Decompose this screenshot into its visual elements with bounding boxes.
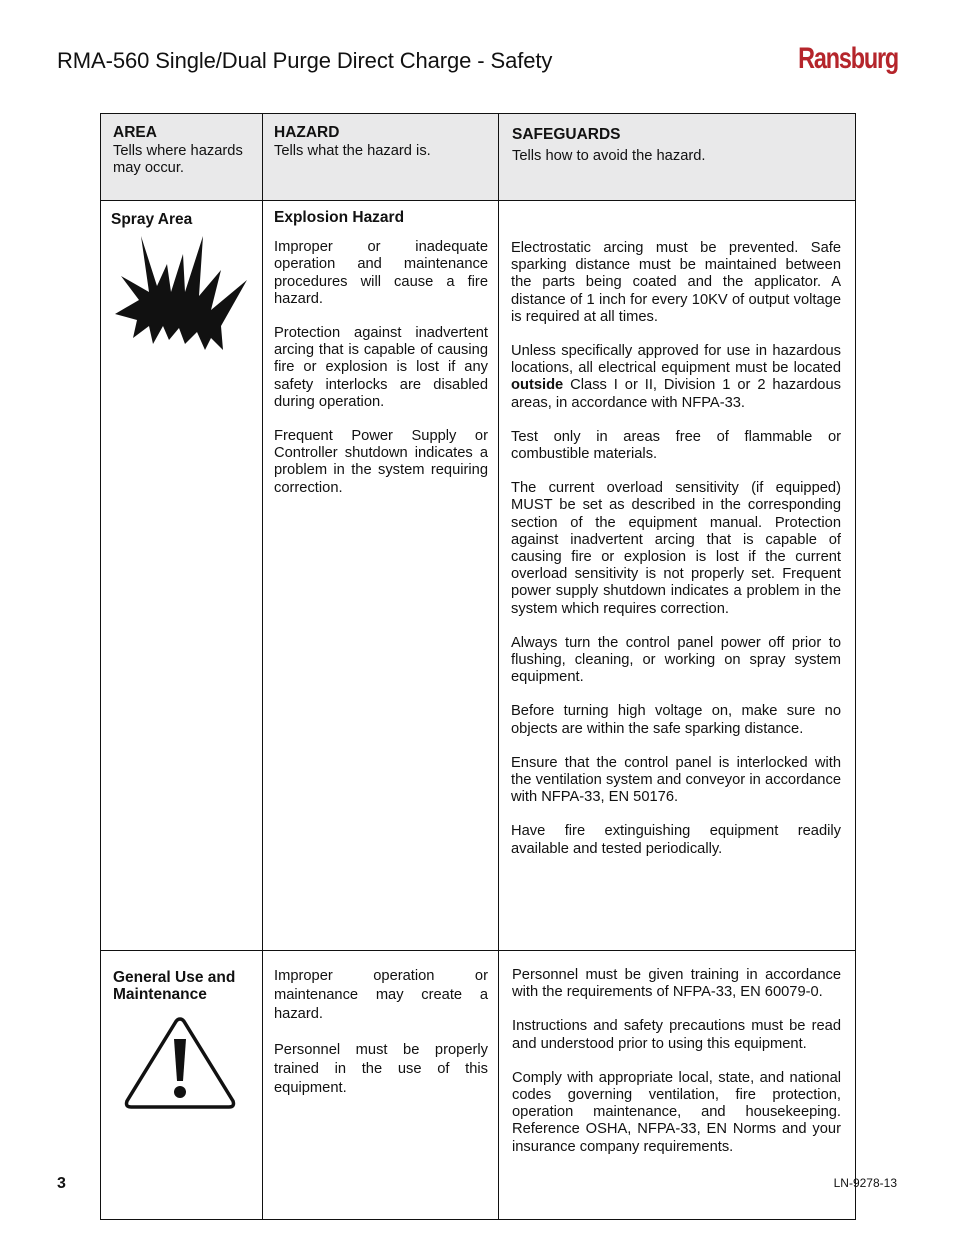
area-cell — [101, 951, 263, 1220]
header-area — [101, 114, 263, 201]
area-name: General Use and Maintenance — [113, 969, 236, 1004]
area-name: Spray Area — [111, 211, 193, 228]
header-title: HAZARD — [274, 124, 340, 141]
safeguard-text: Instructions and safety precautions must be read and understood prior to using this equipment. — [512, 1018, 841, 1052]
page-title: RMA-560 Single/Dual Purge Direct Charge - Safety — [57, 48, 553, 73]
page-number: 3 — [57, 1175, 66, 1192]
hazard-cell — [263, 951, 499, 1220]
table-row — [101, 201, 856, 951]
hazard-text: Protection against inadvertent arcing that is capable of causing fire or explosion is lost if any safety interlocks are disabled during operation. — [274, 325, 488, 410]
hazard-text: Frequent Power Supply or Controller shutdown indicates a problem in the system requiring correction. — [274, 428, 488, 496]
explosion-icon — [113, 234, 254, 357]
safeguards-cell — [499, 201, 856, 951]
header-safeguards — [499, 114, 856, 201]
safeguard-text: Always turn the control panel power off prior to flushing, cleaning, or working on spray system equipment. — [511, 634, 841, 686]
header-description: Tells what the hazard is. — [274, 143, 431, 160]
header-hazard — [263, 114, 499, 201]
safety-table — [100, 113, 856, 1220]
table-header-row — [101, 114, 856, 201]
safeguard-text: Test only in areas free of flammable or combustible materials. — [511, 428, 841, 463]
brand-logo: Ransburg — [798, 42, 898, 75]
safeguard-text: Personnel must be given training in accordance with the requirements of NFPA-33, EN 60079-0. — [512, 967, 841, 1001]
safeguard-text: Ensure that the control panel is interlocked with the ventilation system and conveyor in accordance with NFPA-33, EN 50176. — [511, 754, 841, 806]
hazard-text: Personnel must be properly trained in the use of this equipment. — [274, 1042, 488, 1096]
hazard-text: Improper or inadequate operation and maintenance procedures will cause a fire hazard. — [274, 239, 488, 307]
hazard-text: Improper operation or maintenance may create a hazard. — [274, 968, 488, 1022]
area-cell — [101, 201, 263, 951]
safeguard-text: Electrostatic arcing must be prevented. Safe sparking distance must be maintained between the parts being coated and the applicator. A distance of 1 inch for every 10KV of output voltage is required at all times. — [511, 240, 841, 325]
safeguard-text: Unless specifically approved for use in hazardous locations, all electrical equipment must be located outside Class I or II, Division 1 or 2 hazardous areas, in accordance with NFPA-33. — [511, 343, 841, 411]
safeguard-text: Before turning high voltage on, make sure no objects are within the safe sparking distance. — [511, 703, 841, 737]
header-title: SAFEGUARDS — [512, 126, 621, 143]
emphasis-outside: outside — [511, 377, 564, 394]
safeguard-text: Have fire extinguishing equipment readily available and tested periodically. — [511, 823, 841, 857]
safeguards-cell — [499, 951, 856, 1220]
safeguard-text: Comply with appropriate local, state, and national codes governing ventilation, fire protection, operation maintenance, and housekeeping. Reference OSHA, NFPA-33, EN Norms and your insurance company requirements. — [512, 1069, 841, 1155]
safeguard-text: The current overload sensitivity (if equipped) MUST be set as described in the corresponding section of the equipment manual. Protection against inadvertent arcing that is capable of causing fire or explosion is lost if the current overload sensitivity is not properly set. Frequent power supply shutdown indicates a problem in the system which requires correction. — [511, 480, 841, 617]
hazard-cell — [263, 201, 499, 951]
warning-triangle-icon — [123, 1015, 254, 1116]
document-number: LN-9278-13 — [833, 1176, 897, 1190]
hazard-title: Explosion Hazard — [274, 209, 405, 226]
table-row — [101, 951, 856, 1220]
header-description: Tells how to avoid the hazard. — [512, 148, 706, 165]
header-title: AREA — [113, 124, 157, 141]
header-description: Tells where hazards may occur. — [113, 143, 243, 177]
